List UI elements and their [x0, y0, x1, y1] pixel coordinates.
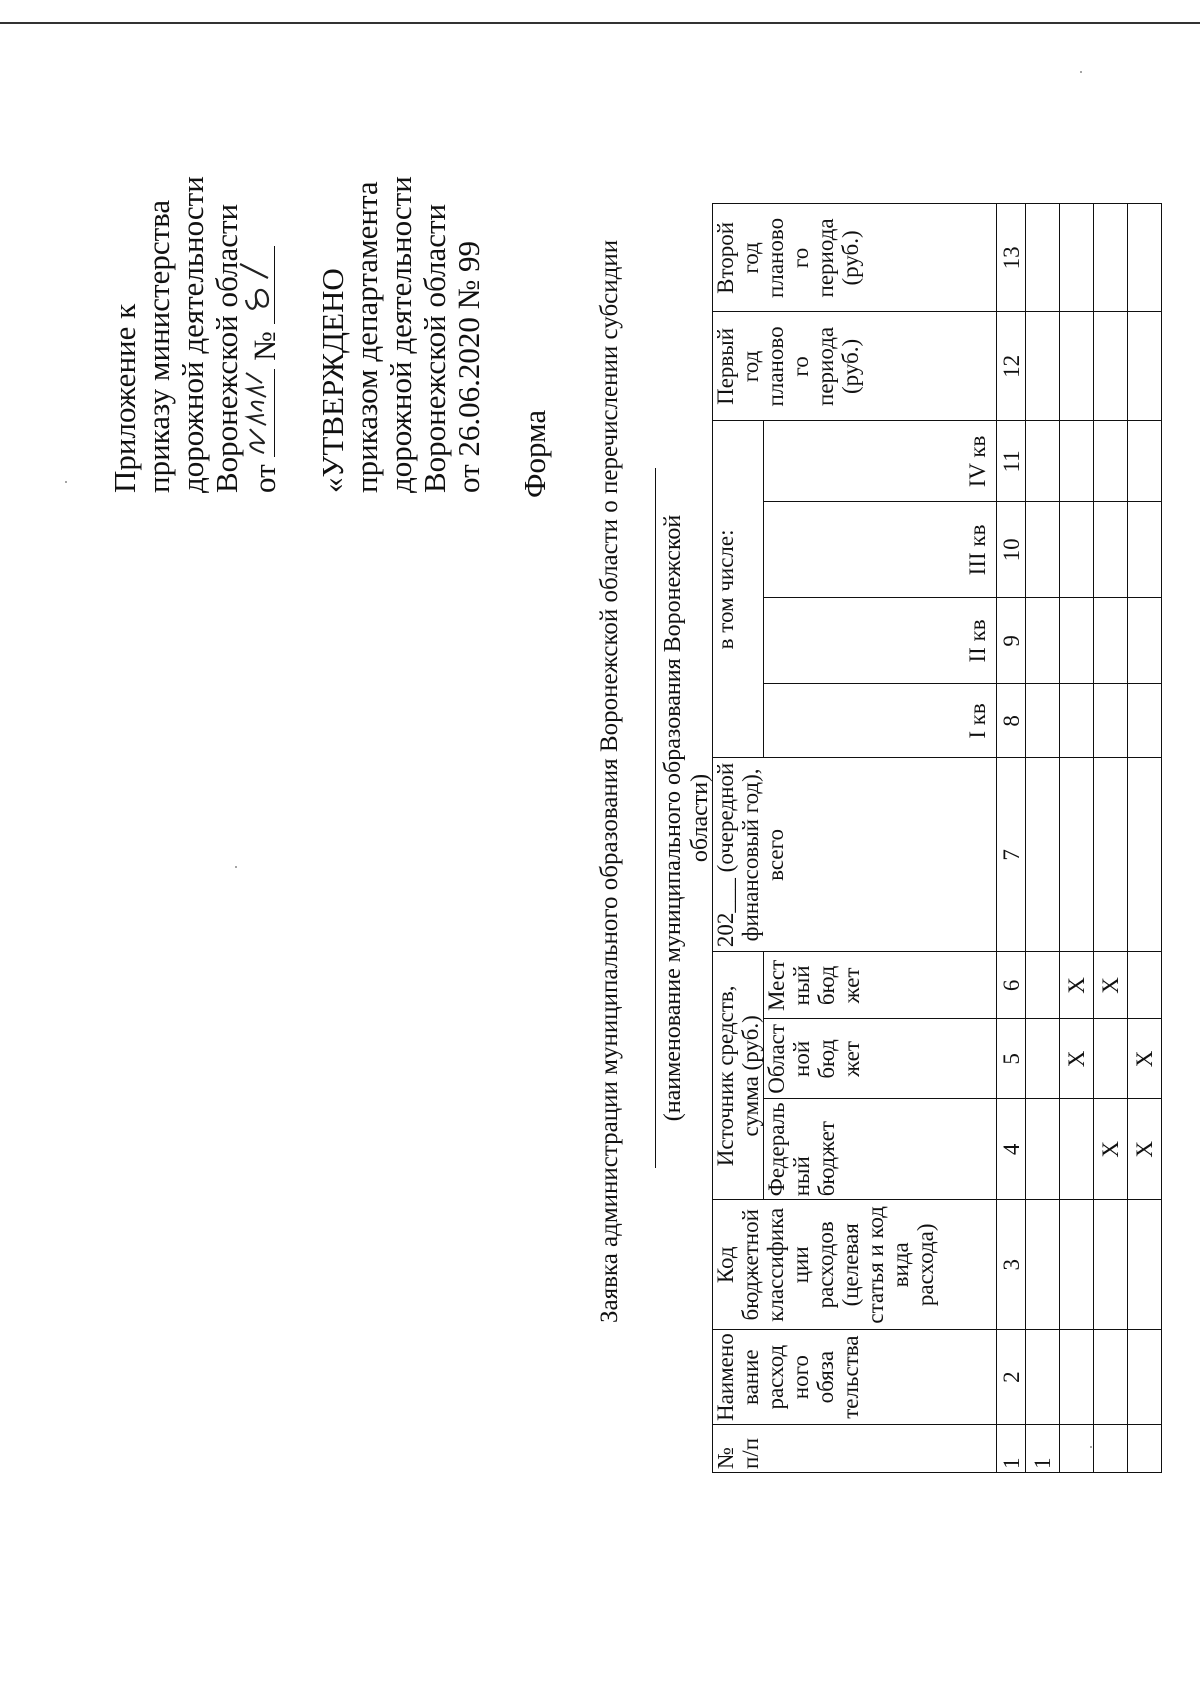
scan-speck	[235, 866, 237, 868]
header-source: Источник средств, сумма (руб.)	[713, 952, 764, 1200]
table-cell	[1094, 598, 1128, 684]
header-name: Наимено вание расход ного обяза тельства	[713, 1330, 997, 1425]
table-cell	[1094, 684, 1128, 758]
table-cell	[1128, 684, 1162, 758]
column-number: 8	[997, 684, 1026, 758]
order-prefix: от	[247, 464, 282, 493]
column-number: 9	[997, 598, 1026, 684]
handwritten-number	[238, 248, 272, 322]
header-q4: IV кв	[764, 421, 997, 502]
table-cell	[1060, 1099, 1094, 1200]
table-cell	[1060, 312, 1094, 421]
form-label: Форма	[517, 409, 552, 498]
municipality-name-line	[655, 468, 656, 1168]
table-cell	[1060, 684, 1094, 758]
table-cell: X	[1094, 952, 1128, 1019]
table-cell	[1128, 758, 1162, 952]
document-title: Заявка администрации муниципального образования Воронежской области о перечислении субсидии	[596, 239, 623, 1323]
column-number: 1	[997, 1425, 1026, 1473]
table-cell: X	[1060, 1019, 1094, 1099]
table-cell	[1026, 502, 1060, 598]
column-number: 5	[997, 1019, 1026, 1099]
spacer	[282, 13, 316, 493]
table-cell	[1060, 421, 1094, 502]
table-cell	[1060, 1200, 1094, 1330]
header-q3: III кв	[764, 502, 997, 598]
table-row	[1060, 204, 1094, 1473]
column-number: 12	[997, 312, 1026, 421]
handwritten-date	[242, 369, 272, 455]
table-cell	[1128, 312, 1162, 421]
table-cell: X	[1094, 1099, 1128, 1200]
table-cell	[1094, 758, 1128, 952]
table-row	[1026, 204, 1060, 1473]
table-cell	[1026, 312, 1060, 421]
column-number: 6	[997, 952, 1026, 1019]
table-cell: X	[1128, 1099, 1162, 1200]
table-cell	[1060, 758, 1094, 952]
appendix-line: Воронежской области	[209, 203, 244, 493]
appendix-line: приказу министерства	[141, 199, 176, 493]
column-number: 11	[997, 421, 1026, 502]
order-number-sign: №	[247, 331, 282, 361]
table-cell	[1128, 1330, 1162, 1425]
table-cell	[1128, 1200, 1162, 1330]
table-cell	[1094, 1330, 1128, 1425]
approved-line: дорожной деятельности	[383, 176, 418, 493]
column-number: 2	[997, 1330, 1026, 1425]
header-next-year: 202___ (очередной финансовый год), всего	[713, 758, 997, 952]
municipality-name-caption: (наименование муниципального образования Воронежской области)	[660, 514, 713, 1122]
table-cell	[1094, 204, 1128, 312]
header-regional: Област ной бюд жет	[764, 1019, 997, 1099]
header-q2: II кв	[764, 598, 997, 684]
table-cell: X	[1060, 952, 1094, 1019]
table-cell	[1026, 1200, 1060, 1330]
table-cell	[1026, 421, 1060, 502]
column-number-row	[997, 204, 1026, 1473]
approved-line: Воронежской области	[417, 203, 452, 493]
order-date-field	[244, 369, 275, 457]
table-cell	[1128, 598, 1162, 684]
table-cell	[1060, 502, 1094, 598]
table-cell	[1060, 598, 1094, 684]
table-cell	[1128, 421, 1162, 502]
table-cell	[1094, 421, 1128, 502]
scan-speck	[1090, 1446, 1092, 1448]
table-cell	[1094, 1200, 1128, 1330]
table-cell	[1026, 204, 1060, 312]
order-line	[244, 13, 282, 493]
table-cell	[1026, 684, 1060, 758]
table-cell	[1128, 952, 1162, 1019]
scan-speck	[65, 481, 67, 483]
appendix-line: дорожной деятельности	[175, 176, 210, 493]
table-cell	[1026, 952, 1060, 1019]
table-cell	[1060, 1425, 1094, 1473]
appendix-header	[108, 13, 486, 493]
table-cell: 1	[1026, 1425, 1060, 1473]
table-cell	[1060, 1330, 1094, 1425]
header-federal: Федераль ный бюджет	[764, 1099, 997, 1200]
table-cell	[1026, 1099, 1060, 1200]
approved-line: от 26.06.2020 № 99	[451, 241, 486, 493]
column-number: 4	[997, 1099, 1026, 1200]
header-plan-year-2: Второй год планово го периода (руб.)	[713, 204, 997, 312]
header-num: № п/п	[713, 1425, 997, 1473]
appendix-line: Приложение к	[107, 303, 142, 493]
approved-line: «УТВЕРЖДЕНО	[315, 268, 350, 493]
table-row	[1094, 204, 1128, 1473]
table-cell	[1026, 1330, 1060, 1425]
subsidy-request-table	[712, 203, 1162, 1473]
table-cell	[1026, 598, 1060, 684]
header-code: Код бюджетной классифика ции расходов (целевая статья и код вида расхода)	[713, 1200, 997, 1330]
column-number: 7	[997, 758, 1026, 952]
column-number: 3	[997, 1200, 1026, 1330]
header-local: Мест ный бюд жет	[764, 952, 997, 1019]
table-cell	[1128, 204, 1162, 312]
column-number: 13	[997, 204, 1026, 312]
table-cell	[1060, 204, 1094, 312]
column-number: 10	[997, 502, 1026, 598]
scan-edge-line	[0, 22, 1200, 24]
table-cell	[1128, 502, 1162, 598]
header-q1: I кв	[764, 684, 997, 758]
header-plan-year-1: Первый год планово го периода (руб.)	[713, 312, 997, 421]
header-including: в том числе:	[713, 421, 764, 758]
approved-line: приказом департамента	[349, 181, 384, 493]
table-cell	[1094, 1425, 1128, 1473]
table-cell: X	[1128, 1019, 1162, 1099]
order-number-field	[244, 246, 275, 324]
table-cell	[1026, 758, 1060, 952]
table-cell	[1094, 1019, 1128, 1099]
table-cell	[1094, 312, 1128, 421]
table-cell	[1128, 1425, 1162, 1473]
table-row	[1128, 204, 1162, 1473]
table-cell	[1026, 1019, 1060, 1099]
table-cell	[1094, 502, 1128, 598]
scan-speck	[1080, 71, 1082, 73]
